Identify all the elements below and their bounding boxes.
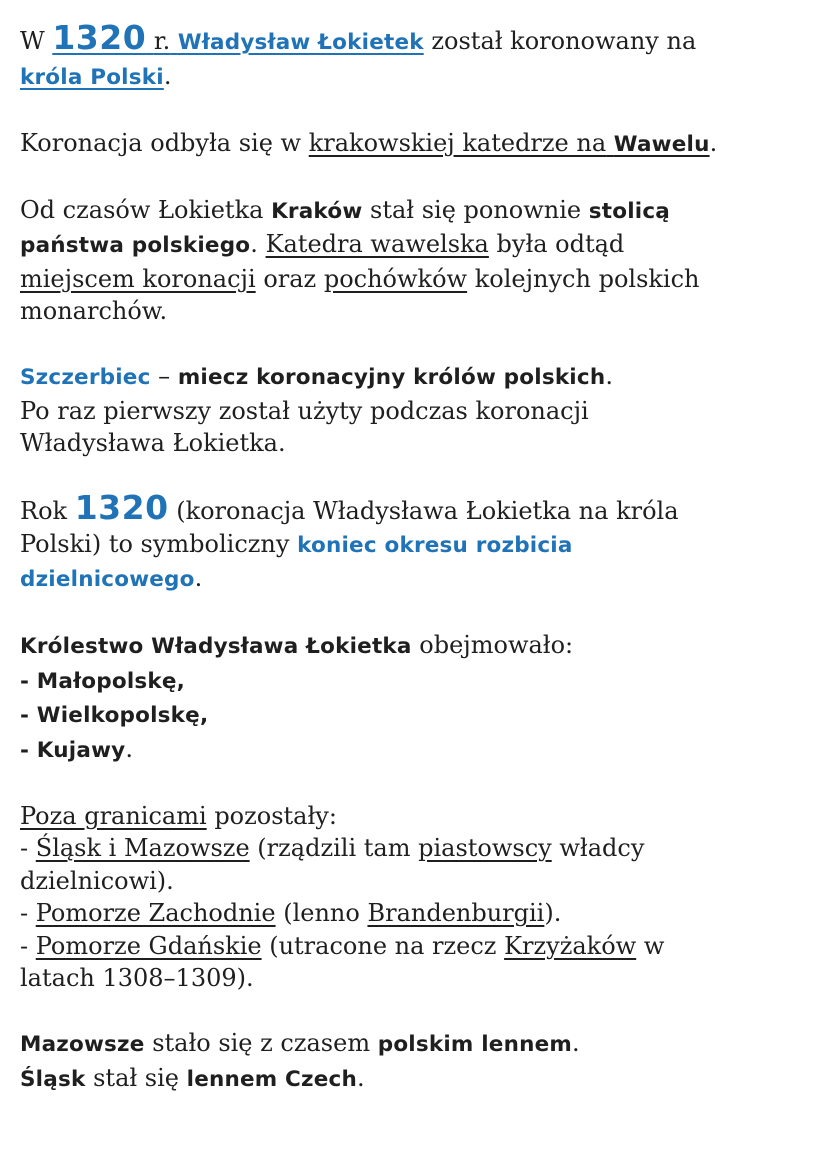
text: latach 1308–1309). — [20, 964, 254, 992]
piast-term: piastowscy — [418, 834, 552, 862]
brandenburg-term: Brandenburgii — [367, 899, 545, 927]
text: dzielnicowi). — [20, 866, 174, 895]
paragraph-fiefs — [20, 1027, 810, 1096]
punctuation: ). — [544, 899, 562, 927]
paragraph-coronation-1320 — [20, 18, 810, 94]
text: r. — [153, 27, 171, 55]
paragraph-wawel — [20, 127, 810, 162]
wawel-term: Wawelu — [613, 131, 710, 157]
text: W — [20, 27, 45, 55]
list-item: - Wielkopolskę, — [20, 703, 209, 728]
end-fragmentation-term: dzielnicowego — [20, 567, 195, 592]
text: (rządzili tam — [257, 834, 411, 862]
outside-borders-term: Poza granicami — [20, 801, 207, 830]
paragraph-szczerbiec — [20, 360, 810, 460]
coronation-place-term: miejscem koronacji — [20, 264, 256, 293]
document-page — [20, 18, 810, 1096]
list-item: - Małopolskę, — [20, 668, 186, 694]
list-dash: - — [20, 899, 29, 927]
text: kolejnych polskich — [474, 264, 700, 293]
mazowsze-term: Mazowsze — [20, 1032, 145, 1057]
cathedral-phrase: krakowskiej katedrze na — [308, 128, 607, 157]
krakow-term: Kraków — [271, 198, 363, 224]
text: został koronowany na — [431, 27, 697, 55]
text: monarchów. — [20, 297, 168, 325]
state-term: państwa polskiego — [20, 233, 251, 258]
region-term: Pomorze Gdańskie — [35, 931, 262, 960]
year-highlight: 1320 — [74, 488, 169, 527]
teutonic-term: Krzyżaków — [504, 931, 637, 960]
czech-fief-term: lennem Czech — [186, 1066, 357, 1092]
cathedral-term: Katedra wawelska — [265, 230, 489, 258]
text: Koronacja odbyła się w — [20, 128, 302, 157]
paragraph-end-fragmentation — [20, 488, 810, 597]
fief-term: polskim lennem — [377, 1032, 572, 1057]
text: władcy — [559, 834, 645, 862]
text: (utracone na rzecz — [269, 931, 497, 960]
punctuation: . — [194, 564, 203, 592]
paragraph-capital — [20, 194, 810, 328]
end-fragmentation-term: koniec okresu rozbicia — [297, 532, 573, 558]
list-item: - Kujawy — [20, 737, 126, 763]
text: – — [158, 362, 171, 390]
king-name: Władysław Łokietek — [177, 30, 424, 55]
paragraph-outside-borders — [20, 800, 810, 995]
text: stał się ponownie — [370, 195, 582, 224]
text: Od czasów Łokietka — [20, 195, 264, 224]
year-highlight: 1320 — [52, 18, 147, 57]
text: pozostały: — [214, 801, 337, 830]
punctuation: . — [605, 362, 613, 390]
slask-term: Śląsk — [20, 1066, 86, 1092]
punctuation: . — [356, 1063, 365, 1092]
text: Rok — [20, 497, 68, 525]
paragraph-kingdom-regions — [20, 629, 810, 767]
text: stał się — [93, 1063, 179, 1092]
sword-definition: miecz koronacyjny królów polskich — [177, 365, 606, 390]
text: była odtąd — [496, 230, 625, 258]
text: stało się z czasem — [152, 1029, 371, 1057]
punctuation: . — [125, 734, 133, 763]
text: Po raz pierwszy został użyty podczas koronacji — [20, 396, 589, 425]
text: (lenno — [283, 899, 360, 927]
region-term: Pomorze Zachodnie — [35, 899, 276, 927]
punctuation: . — [250, 230, 258, 258]
punctuation: . — [571, 1029, 580, 1057]
text: w — [643, 931, 665, 960]
king-title: króla Polski — [20, 64, 164, 90]
szczerbiec-term: Szczerbiec — [20, 365, 151, 390]
text: (koronacja Władysława Łokietka na króla — [176, 497, 679, 525]
punctuation: . — [163, 61, 172, 90]
region-term: Śląsk i Mazowsze — [35, 834, 250, 862]
text: Polski) to symboliczny — [20, 529, 290, 558]
text: Władysława Łokietka. — [20, 429, 286, 457]
text: oraz — [263, 264, 317, 293]
text: obejmowało: — [419, 631, 574, 659]
kingdom-term: Królestwo Władysława Łokietka — [20, 634, 412, 659]
list-dash: - — [20, 931, 29, 960]
punctuation: . — [709, 128, 718, 157]
capital-term: stolicą — [588, 198, 671, 224]
burials-term: pochówków — [323, 264, 468, 293]
list-dash: - — [20, 834, 29, 862]
